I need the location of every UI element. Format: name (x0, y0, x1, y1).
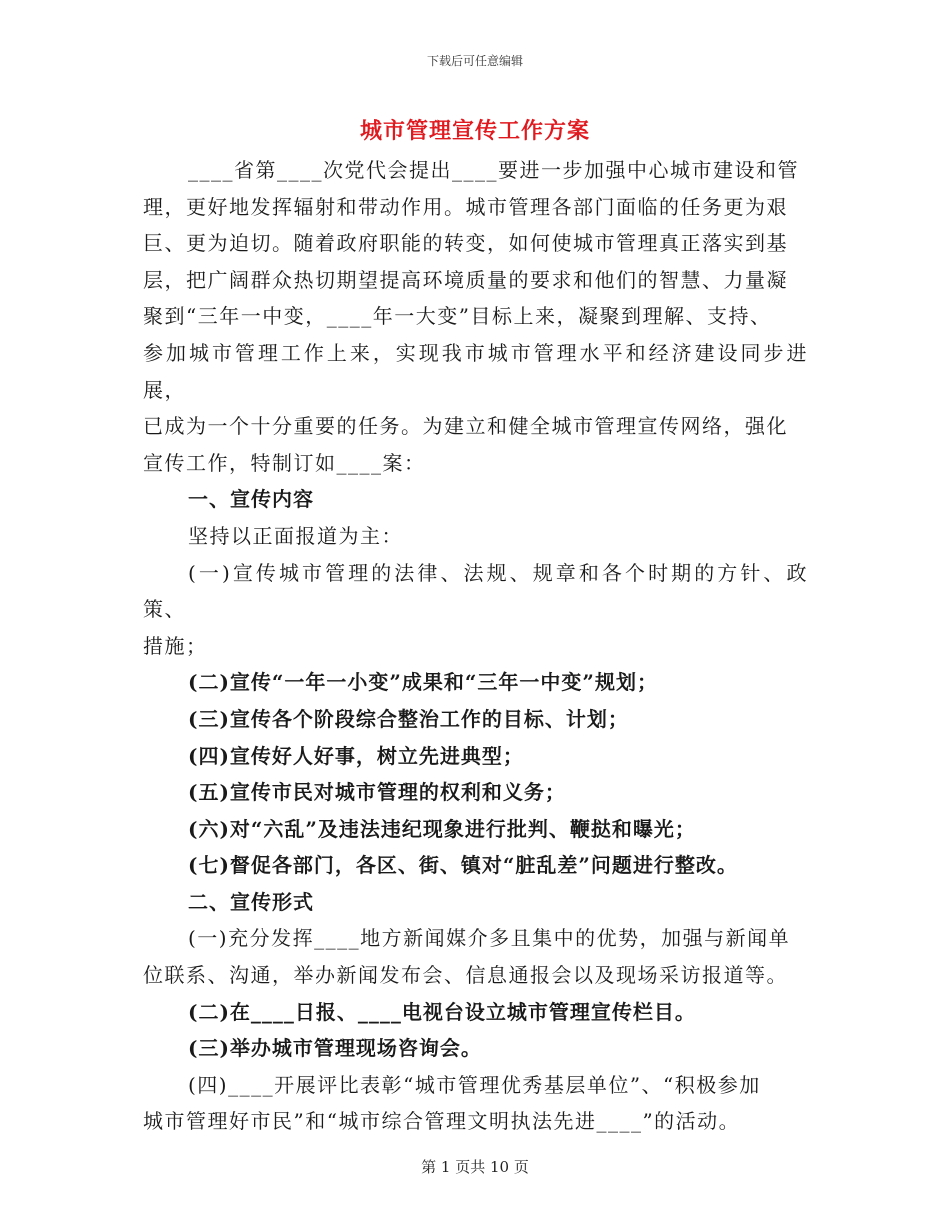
section-lead: 坚持以正面报道为主： (188, 523, 403, 548)
list-item: (四)宣传好人好事，树立先进典型； (188, 743, 524, 768)
list-item: (一)充分发挥____地方新闻媒介多且集中的优势，加强与新闻单 (188, 926, 791, 951)
list-item: (一)宣传城市管理的法律、法规、规章和各个时期的方针、政策、 (143, 560, 808, 622)
intro-line: 层，把广阔群众热切期望提高环境质量的要求和他们的智慧、力量凝 (143, 267, 788, 292)
section-heading: 二、宣传形式 (188, 889, 314, 914)
list-item: (二)宣传“一年一小变”成果和“三年一中变”规划； (188, 670, 658, 695)
list-item-continuation: 措施； (143, 633, 208, 658)
intro-line: ____省第____次党代会提出____要进一步加强中心城市建设和管 (188, 158, 799, 182)
intro-line: 参加城市管理工作上来，实现我市城市管理水平和经济建设同步进展， (143, 340, 808, 402)
list-item: (三)宣传各个阶段综合整治工作的目标、计划； (188, 706, 629, 731)
intro-line: 巨、更为迫切。随着政府职能的转变，如何使城市管理真正落实到基 (143, 231, 788, 256)
section-heading: 一、宣传内容 (188, 487, 314, 512)
intro-line: 宣传工作，特制订如____案： (143, 450, 426, 475)
list-item-continuation: 位联系、沟通，举办新闻发布会、信息通报会以及现场采访报道等。 (143, 963, 788, 988)
list-item: (三)举办城市管理现场咨询会。 (188, 1036, 482, 1061)
list-item: (五)宣传市民对城市管理的权利和义务； (188, 780, 566, 805)
list-item: (二)在____日报、____电视台设立城市管理宣传栏目。 (188, 999, 696, 1024)
intro-line: 已成为一个十分重要的任务。为建立和健全城市管理宣传网络，强化 (143, 414, 788, 439)
list-item: (七)督促各部门，各区、街、镇对“脏乱差”问题进行整改。 (188, 853, 738, 878)
list-item: (六)对“六乱”及违法违纪现象进行批判、鞭挞和曝光； (188, 816, 696, 841)
intro-line: 聚到“三年一中变，____年一大变”目标上来，凝聚到理解、支持、 (143, 304, 772, 329)
document-body (143, 152, 808, 1140)
header-note: 下载后可任意编辑 (426, 54, 523, 68)
document-title: 城市管理宣传工作方案 (359, 118, 590, 144)
list-item: (四)____开展评比表彰“城市管理优秀基层单位”、“积极参加 (188, 1072, 761, 1097)
page-indicator: 第 1 页共 10 页 (421, 1158, 529, 1176)
intro-line: 理，更好地发挥辐射和带动作用。城市管理各部门面临的任务更为艰 (143, 194, 788, 219)
list-item-continuation: 城市管理好市民”和“城市综合管理文明执法先进____”的活动。 (143, 1109, 741, 1134)
